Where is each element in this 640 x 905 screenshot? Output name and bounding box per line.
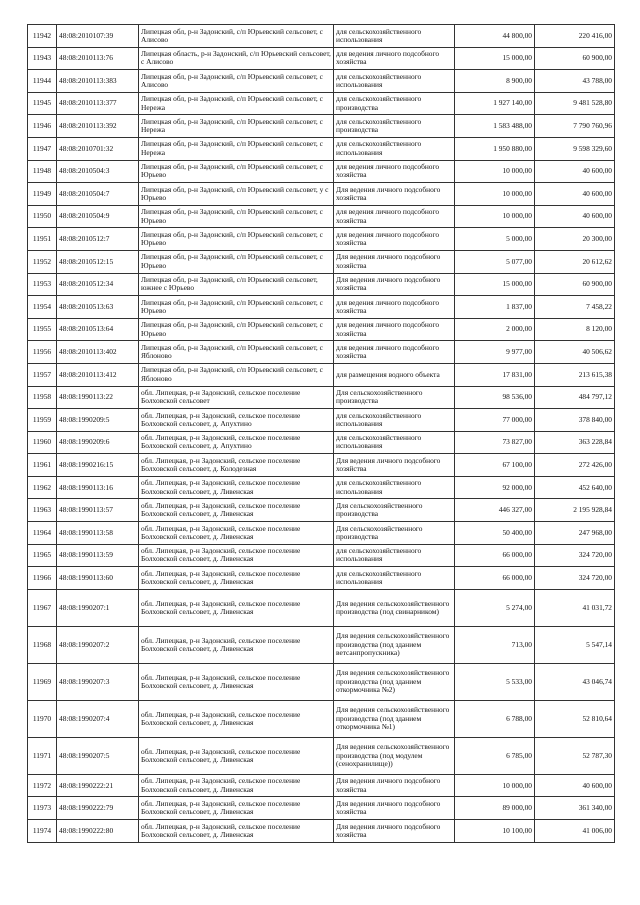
permitted-use: для ведения личного подсобного хозяйства bbox=[334, 296, 455, 319]
cadastral-value: 7 790 760,96 bbox=[535, 115, 615, 138]
permitted-use: Для ведения личного подсобного хозяйства bbox=[334, 183, 455, 206]
cadastral-number: 48:08:1990222:80 bbox=[57, 820, 139, 843]
cadastral-number: 48:08:2010113:402 bbox=[57, 341, 139, 364]
area-value: 1 583 488,00 bbox=[455, 115, 535, 138]
area-value: 77 000,00 bbox=[455, 409, 535, 432]
cadastral-value: 484 797,12 bbox=[535, 386, 615, 409]
cadastral-number: 48:08:2010512:34 bbox=[57, 273, 139, 296]
permitted-use: для сельскохозяйственного использования bbox=[334, 137, 455, 160]
address: обл. Липецкая, р-н Задонский, сельское поселение Болховской сельсовет, д. Ливенская bbox=[139, 476, 334, 499]
cadastral-value: 52 810,64 bbox=[535, 700, 615, 737]
area-value: 66 000,00 bbox=[455, 544, 535, 567]
area-value: 1 950 880,00 bbox=[455, 137, 535, 160]
row-number: 11956 bbox=[28, 341, 57, 364]
cadastral-value: 60 900,00 bbox=[535, 273, 615, 296]
cadastral-value: 378 840,00 bbox=[535, 409, 615, 432]
table-row bbox=[28, 228, 615, 251]
cadastral-number: 48:08:2010512:7 bbox=[57, 228, 139, 251]
area-value: 10 000,00 bbox=[455, 183, 535, 206]
table-row bbox=[28, 663, 615, 700]
cadastral-number: 48:08:2010113:392 bbox=[57, 115, 139, 138]
table-row bbox=[28, 797, 615, 820]
permitted-use: для размещения водного объекта bbox=[334, 363, 455, 386]
cadastral-value: 9 481 528,80 bbox=[535, 92, 615, 115]
permitted-use: Для сельскохозяйственного производства bbox=[334, 499, 455, 522]
table-row bbox=[28, 386, 615, 409]
row-number: 11951 bbox=[28, 228, 57, 251]
row-number: 11952 bbox=[28, 250, 57, 273]
permitted-use: Для ведения личного подсобного хозяйства bbox=[334, 273, 455, 296]
row-number: 11948 bbox=[28, 160, 57, 183]
permitted-use: для сельскохозяйственного использования bbox=[334, 544, 455, 567]
address: обл. Липецкая, р-н Задонский, сельское поселение Болховской сельсовет, д. Ливенская bbox=[139, 820, 334, 843]
permitted-use: Для ведения сельскохозяйственного производства (под зданием ветсанпропускника) bbox=[334, 626, 455, 663]
area-value: 15 000,00 bbox=[455, 273, 535, 296]
row-number: 11969 bbox=[28, 663, 57, 700]
cadastral-number: 48:08:1990222:79 bbox=[57, 797, 139, 820]
cadastral-number: 48:08:2010113:377 bbox=[57, 92, 139, 115]
row-number: 11968 bbox=[28, 626, 57, 663]
permitted-use: Для ведения личного подсобного хозяйства bbox=[334, 820, 455, 843]
row-number: 11974 bbox=[28, 820, 57, 843]
table-row bbox=[28, 522, 615, 545]
table-row bbox=[28, 250, 615, 273]
area-value: 15 000,00 bbox=[455, 47, 535, 70]
cadastral-number: 48:08:1990207:4 bbox=[57, 700, 139, 737]
area-value: 73 827,00 bbox=[455, 431, 535, 454]
row-number: 11971 bbox=[28, 737, 57, 774]
permitted-use: для сельскохозяйственного производства bbox=[334, 115, 455, 138]
address: обл. Липецкая, р-н Задонский, сельское поселение Болховской сельсовет bbox=[139, 386, 334, 409]
table-row bbox=[28, 737, 615, 774]
permitted-use: для сельскохозяйственного использования bbox=[334, 567, 455, 590]
cadastral-value: 361 340,00 bbox=[535, 797, 615, 820]
cadastral-value: 40 600,00 bbox=[535, 183, 615, 206]
area-value: 5 533,00 bbox=[455, 663, 535, 700]
row-number: 11954 bbox=[28, 296, 57, 319]
address: Липецкая обл, р-н Задонский, с/п Юрьевский сельсовет, с Нережа bbox=[139, 115, 334, 138]
permitted-use: Для ведения личного подсобного хозяйства bbox=[334, 250, 455, 273]
cadastral-number: 48:08:2010504:3 bbox=[57, 160, 139, 183]
row-number: 11963 bbox=[28, 499, 57, 522]
area-value: 67 100,00 bbox=[455, 454, 535, 477]
cadastral-number: 48:08:1990113:60 bbox=[57, 567, 139, 590]
permitted-use: для ведения личного подсобного хозяйства bbox=[334, 341, 455, 364]
area-value: 44 800,00 bbox=[455, 25, 535, 48]
row-number: 11961 bbox=[28, 454, 57, 477]
row-number: 11973 bbox=[28, 797, 57, 820]
permitted-use: для ведения личного подсобного хозяйства bbox=[334, 47, 455, 70]
cadastral-number: 48:08:2010113:76 bbox=[57, 47, 139, 70]
row-number: 11953 bbox=[28, 273, 57, 296]
permitted-use: для ведения личного подсобного хозяйства bbox=[334, 205, 455, 228]
cadastral-value: 40 600,00 bbox=[535, 160, 615, 183]
cadastral-number: 48:08:2010513:64 bbox=[57, 318, 139, 341]
permitted-use: для сельскохозяйственного производства bbox=[334, 92, 455, 115]
cadastral-value: 2 195 928,84 bbox=[535, 499, 615, 522]
cadastral-value: 40 506,62 bbox=[535, 341, 615, 364]
address: обл. Липецкая, р-н Задонский, сельское поселение Болховской сельсовет, д. Ливенская bbox=[139, 700, 334, 737]
address: Липецкая обл, р-н Задонский, с/п Юрьевский сельсовет, с Юрьево bbox=[139, 318, 334, 341]
area-value: 5 077,00 bbox=[455, 250, 535, 273]
address: обл. Липецкая, р-н Задонский, сельское поселение Болховской сельсовет, д. Апухтино bbox=[139, 431, 334, 454]
cadastral-value: 5 547,14 bbox=[535, 626, 615, 663]
land-plot-table bbox=[27, 24, 615, 843]
area-value: 92 000,00 bbox=[455, 476, 535, 499]
area-value: 5 000,00 bbox=[455, 228, 535, 251]
cadastral-number: 48:08:2010701:32 bbox=[57, 137, 139, 160]
cadastral-number: 48:08:2010113:412 bbox=[57, 363, 139, 386]
address: Липецкая обл, р-н Задонский, с/п Юрьевский сельсовет, с Нережа bbox=[139, 137, 334, 160]
cadastral-value: 20 612,62 bbox=[535, 250, 615, 273]
area-value: 10 100,00 bbox=[455, 820, 535, 843]
cadastral-value: 8 120,00 bbox=[535, 318, 615, 341]
permitted-use: Для ведения сельскохозяйственного производства (под модулем (сенохранилище)) bbox=[334, 737, 455, 774]
cadastral-number: 48:08:1990207:1 bbox=[57, 589, 139, 626]
cadastral-value: 9 598 329,60 bbox=[535, 137, 615, 160]
table-row bbox=[28, 774, 615, 797]
row-number: 11972 bbox=[28, 774, 57, 797]
table-row bbox=[28, 544, 615, 567]
address: обл. Липецкая, р-н Задонский, сельское поселение Болховской сельсовет, д. Апухтино bbox=[139, 409, 334, 432]
permitted-use: для ведения личного подсобного хозяйства bbox=[334, 318, 455, 341]
cadastral-number: 48:08:1990209:5 bbox=[57, 409, 139, 432]
address: Липецкая обл, р-н Задонский, с/п Юрьевский сельсовет, южнее с Юрьево bbox=[139, 273, 334, 296]
permitted-use: Для ведения личного подсобного хозяйства bbox=[334, 454, 455, 477]
row-number: 11965 bbox=[28, 544, 57, 567]
area-value: 5 274,00 bbox=[455, 589, 535, 626]
table-row bbox=[28, 273, 615, 296]
area-value: 6 785,00 bbox=[455, 737, 535, 774]
cadastral-value: 20 300,00 bbox=[535, 228, 615, 251]
table-row bbox=[28, 137, 615, 160]
area-value: 66 000,00 bbox=[455, 567, 535, 590]
cadastral-number: 48:08:1990216:15 bbox=[57, 454, 139, 477]
permitted-use: для сельскохозяйственного использования bbox=[334, 476, 455, 499]
area-value: 10 000,00 bbox=[455, 774, 535, 797]
row-number: 11950 bbox=[28, 205, 57, 228]
table-row bbox=[28, 626, 615, 663]
cadastral-number: 48:08:2010504:7 bbox=[57, 183, 139, 206]
table-row bbox=[28, 183, 615, 206]
area-value: 1 927 140,00 bbox=[455, 92, 535, 115]
cadastral-number: 48:08:2010513:63 bbox=[57, 296, 139, 319]
address: Липецкая обл, р-н Задонский, с/п Юрьевский сельсовет, с Юрьево bbox=[139, 228, 334, 251]
row-number: 11944 bbox=[28, 70, 57, 93]
row-number: 11943 bbox=[28, 47, 57, 70]
address: обл. Липецкая, р-н Задонский, сельское поселение Болховской сельсовет, д. Ливенская bbox=[139, 499, 334, 522]
permitted-use: Для ведения сельскохозяйственного производства (под свинарником) bbox=[334, 589, 455, 626]
cadastral-value: 40 600,00 bbox=[535, 205, 615, 228]
row-number: 11967 bbox=[28, 589, 57, 626]
table-row bbox=[28, 499, 615, 522]
permitted-use: Для ведения личного подсобного хозяйства bbox=[334, 774, 455, 797]
area-value: 446 327,00 bbox=[455, 499, 535, 522]
row-number: 11958 bbox=[28, 386, 57, 409]
address: Липецкая обл, р-н Задонский, с/п Юрьевский сельсовет, с Алисово bbox=[139, 70, 334, 93]
cadastral-value: 363 228,84 bbox=[535, 431, 615, 454]
permitted-use: для сельскохозяйственного использования bbox=[334, 431, 455, 454]
cadastral-value: 452 640,00 bbox=[535, 476, 615, 499]
cadastral-value: 43 046,74 bbox=[535, 663, 615, 700]
area-value: 8 900,00 bbox=[455, 70, 535, 93]
row-number: 11947 bbox=[28, 137, 57, 160]
cadastral-value: 60 900,00 bbox=[535, 47, 615, 70]
address: Липецкая область, р-н Задонский, с/п Юрьевский сельсовет, с Алисово bbox=[139, 47, 334, 70]
cadastral-value: 52 787,30 bbox=[535, 737, 615, 774]
row-number: 11942 bbox=[28, 25, 57, 48]
permitted-use: Для ведения сельскохозяйственного производства (под зданием откормочника №1) bbox=[334, 700, 455, 737]
permitted-use: Для ведения сельскохозяйственного производства (под зданием откормочника №2) bbox=[334, 663, 455, 700]
permitted-use: Для сельскохозяйственного производства bbox=[334, 522, 455, 545]
permitted-use: для ведения личного подсобного хозяйства bbox=[334, 228, 455, 251]
table-row bbox=[28, 409, 615, 432]
address: Липецкая обл, р-н Задонский, с/п Юрьевский сельсовет, у с Юрьево bbox=[139, 183, 334, 206]
table-row bbox=[28, 115, 615, 138]
row-number: 11964 bbox=[28, 522, 57, 545]
address: обл. Липецкая, р-н Задонский, сельское поселение Болховской сельсовет, д. Колодезная bbox=[139, 454, 334, 477]
cadastral-value: 324 720,00 bbox=[535, 544, 615, 567]
area-value: 89 000,00 bbox=[455, 797, 535, 820]
cadastral-value: 41 006,00 bbox=[535, 820, 615, 843]
table-row bbox=[28, 25, 615, 48]
area-value: 10 000,00 bbox=[455, 160, 535, 183]
row-number: 11962 bbox=[28, 476, 57, 499]
table-row bbox=[28, 47, 615, 70]
cadastral-number: 48:08:1990207:3 bbox=[57, 663, 139, 700]
cadastral-number: 48:08:1990207:2 bbox=[57, 626, 139, 663]
area-value: 2 000,00 bbox=[455, 318, 535, 341]
row-number: 11955 bbox=[28, 318, 57, 341]
table-row bbox=[28, 567, 615, 590]
cadastral-value: 247 968,00 bbox=[535, 522, 615, 545]
cadastral-number: 48:08:2010504:9 bbox=[57, 205, 139, 228]
row-number: 11957 bbox=[28, 363, 57, 386]
cadastral-value: 272 426,00 bbox=[535, 454, 615, 477]
address: Липецкая обл, р-н Задонский, с/п Юрьевский сельсовет, с Юрьево bbox=[139, 296, 334, 319]
area-value: 713,00 bbox=[455, 626, 535, 663]
cadastral-number: 48:08:1990113:16 bbox=[57, 476, 139, 499]
table-row bbox=[28, 318, 615, 341]
cadastral-value: 7 458,22 bbox=[535, 296, 615, 319]
document-page bbox=[27, 24, 614, 843]
table-row bbox=[28, 589, 615, 626]
address: Липецкая обл, р-н Задонский, с/п Юрьевский сельсовет, с Алисово bbox=[139, 25, 334, 48]
address: Липецкая обл, р-н Задонский, с/п Юрьевский сельсовет, с Юрьево bbox=[139, 205, 334, 228]
cadastral-number: 48:08:1990113:57 bbox=[57, 499, 139, 522]
row-number: 11959 bbox=[28, 409, 57, 432]
row-number: 11945 bbox=[28, 92, 57, 115]
area-value: 17 831,00 bbox=[455, 363, 535, 386]
cadastral-value: 41 031,72 bbox=[535, 589, 615, 626]
permitted-use: Для сельскохозяйственного производства bbox=[334, 386, 455, 409]
table-row bbox=[28, 205, 615, 228]
address: обл. Липецкая, р-н Задонский, сельское поселение Болховской сельсовет, д. Ливенская bbox=[139, 522, 334, 545]
row-number: 11960 bbox=[28, 431, 57, 454]
cadastral-number: 48:08:1990113:58 bbox=[57, 522, 139, 545]
area-value: 98 536,00 bbox=[455, 386, 535, 409]
cadastral-value: 324 720,00 bbox=[535, 567, 615, 590]
cadastral-number: 48:08:1990222:21 bbox=[57, 774, 139, 797]
cadastral-number: 48:08:1990113:22 bbox=[57, 386, 139, 409]
table-row bbox=[28, 160, 615, 183]
cadastral-value: 213 615,38 bbox=[535, 363, 615, 386]
permitted-use: для сельскохозяйственного использования bbox=[334, 25, 455, 48]
address: обл. Липецкая, р-н Задонский, сельское поселение Болховской сельсовет, д. Ливенская bbox=[139, 797, 334, 820]
cadastral-value: 220 416,00 bbox=[535, 25, 615, 48]
table-row bbox=[28, 70, 615, 93]
row-number: 11946 bbox=[28, 115, 57, 138]
address: Липецкая обл, р-н Задонский, с/п Юрьевский сельсовет, с Яблоново bbox=[139, 341, 334, 364]
address: обл. Липецкая, р-н Задонский, сельское поселение Болховской сельсовет, д. Ливенская bbox=[139, 544, 334, 567]
table-row bbox=[28, 700, 615, 737]
permitted-use: для ведения личного подсобного хозяйства bbox=[334, 160, 455, 183]
area-value: 9 977,00 bbox=[455, 341, 535, 364]
row-number: 11970 bbox=[28, 700, 57, 737]
table-row bbox=[28, 476, 615, 499]
address: обл. Липецкая, р-н Задонский, сельское поселение Болховской сельсовет, д. Ливенская bbox=[139, 663, 334, 700]
address: обл. Липецкая, р-н Задонский, сельское поселение Болховской сельсовет, д. Ливенская bbox=[139, 737, 334, 774]
address: Липецкая обл, р-н Задонский, с/п Юрьевский сельсовет, с Нережа bbox=[139, 92, 334, 115]
cadastral-number: 48:08:1990207:5 bbox=[57, 737, 139, 774]
permitted-use: Для ведения личного подсобного хозяйства bbox=[334, 797, 455, 820]
address: обл. Липецкая, р-н Задонский, сельское поселение Болховской сельсовет, д. Ливенская bbox=[139, 567, 334, 590]
address: обл. Липецкая, р-н Задонский, сельское поселение Болховской сельсовет, д. Ливенская bbox=[139, 589, 334, 626]
cadastral-number: 48:08:1990113:59 bbox=[57, 544, 139, 567]
cadastral-number: 48:08:2010113:383 bbox=[57, 70, 139, 93]
cadastral-number: 48:08:2010512:15 bbox=[57, 250, 139, 273]
cadastral-number: 48:08:2010107:39 bbox=[57, 25, 139, 48]
address: обл. Липецкая, р-н Задонский, сельское поселение Болховской сельсовет, д. Ливенская bbox=[139, 626, 334, 663]
table-row bbox=[28, 92, 615, 115]
address: Липецкая обл, р-н Задонский, с/п Юрьевский сельсовет, с Юрьево bbox=[139, 160, 334, 183]
table-row bbox=[28, 296, 615, 319]
area-value: 6 788,00 bbox=[455, 700, 535, 737]
row-number: 11949 bbox=[28, 183, 57, 206]
cadastral-value: 40 600,00 bbox=[535, 774, 615, 797]
cadastral-number: 48:08:1990209:6 bbox=[57, 431, 139, 454]
address: Липецкая обл, р-н Задонский, с/п Юрьевский сельсовет, с Яблоново bbox=[139, 363, 334, 386]
row-number: 11966 bbox=[28, 567, 57, 590]
table-row bbox=[28, 431, 615, 454]
table-row bbox=[28, 363, 615, 386]
permitted-use: для сельскохозяйственного использования bbox=[334, 70, 455, 93]
cadastral-value: 43 788,00 bbox=[535, 70, 615, 93]
area-value: 1 837,00 bbox=[455, 296, 535, 319]
table-row bbox=[28, 341, 615, 364]
permitted-use: для сельскохозяйственного использования bbox=[334, 409, 455, 432]
address: обл. Липецкая, р-н Задонский, сельское поселение Болховской сельсовет, д. Ливенская bbox=[139, 774, 334, 797]
table-row bbox=[28, 820, 615, 843]
area-value: 10 000,00 bbox=[455, 205, 535, 228]
table-row bbox=[28, 454, 615, 477]
address: Липецкая обл, р-н Задонский, с/п Юрьевский сельсовет, с Юрьево bbox=[139, 250, 334, 273]
area-value: 50 400,00 bbox=[455, 522, 535, 545]
